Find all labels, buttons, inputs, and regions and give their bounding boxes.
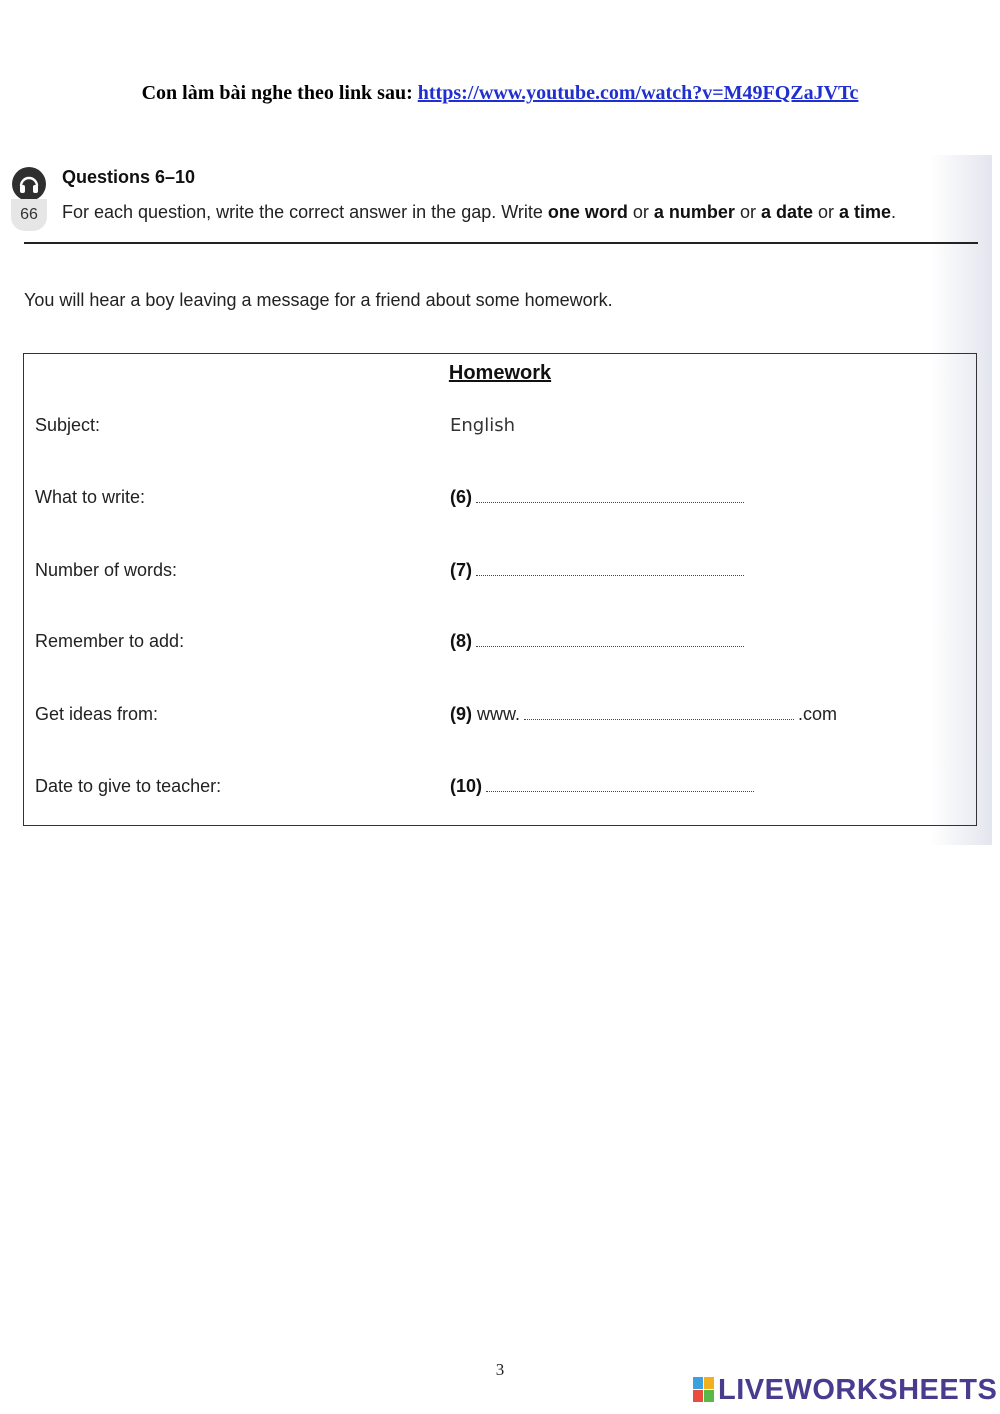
row-value-9 [450, 704, 837, 725]
row-value-subject [450, 415, 515, 436]
row-value-6 [450, 487, 744, 508]
row-value-8 [450, 631, 744, 652]
youtube-link[interactable]: https://www.youtube.com/watch?v=M49FQZaJVTc [417, 82, 859, 104]
question-number: (7) [450, 560, 472, 580]
instruction-bold: one word [547, 202, 628, 222]
question-number: (10) [450, 776, 483, 796]
instruction-text: or [627, 202, 654, 222]
instruction-text: or [734, 202, 761, 222]
section-divider [24, 242, 978, 244]
audio-track-badge [11, 167, 47, 233]
track-number: 66 [11, 199, 47, 231]
instruction-bold: a number [653, 202, 735, 222]
row-label-what-to-write: What to write: [35, 487, 146, 507]
question-number: (9) [450, 704, 472, 724]
row-value-7 [450, 560, 744, 581]
headphones-icon [12, 167, 46, 201]
liveworksheets-icon [693, 1377, 715, 1403]
page-number: 3 [495, 1360, 505, 1379]
questions-title: Questions 6–10 [62, 167, 196, 187]
link-prefix: Con làm bài nghe theo link sau: [141, 82, 418, 104]
listening-link-line [0, 82, 1000, 105]
answer-gap-10[interactable] [486, 790, 754, 792]
instruction-text: For each question, write the correct answer in the gap. Write [62, 202, 548, 222]
instruction-text: . [891, 202, 897, 222]
instruction-text: or [813, 202, 840, 222]
url-suffix: .com [798, 704, 838, 724]
question-number: (6) [450, 487, 472, 507]
row-label-date-to-give: Date to give to teacher: [35, 776, 222, 796]
row-label-number-of-words: Number of words: [35, 560, 178, 580]
task-intro: You will hear a boy leaving a message for a friend about some homework. [24, 290, 613, 310]
row-label-remember-to-add: Remember to add: [35, 631, 185, 651]
url-prefix: www. [477, 704, 521, 724]
answer-gap-8[interactable] [476, 645, 744, 647]
liveworksheets-logo [693, 1373, 997, 1407]
form-title: Homework [448, 362, 552, 384]
question-number: (8) [450, 631, 472, 651]
row-value-10 [450, 776, 754, 797]
brand-name: LIVEWORKSHEETS [718, 1373, 998, 1406]
answer-gap-6[interactable] [476, 501, 744, 503]
answer-gap-7[interactable] [476, 574, 744, 576]
row-label-get-ideas-from: Get ideas from: [35, 704, 159, 724]
row-label-subject: Subject: [35, 415, 101, 435]
instruction-bold: a date [760, 202, 813, 222]
instructions [62, 202, 896, 223]
subject-answer: English [450, 415, 515, 436]
instruction-bold: a time [839, 202, 892, 222]
answer-gap-9[interactable] [524, 718, 794, 720]
